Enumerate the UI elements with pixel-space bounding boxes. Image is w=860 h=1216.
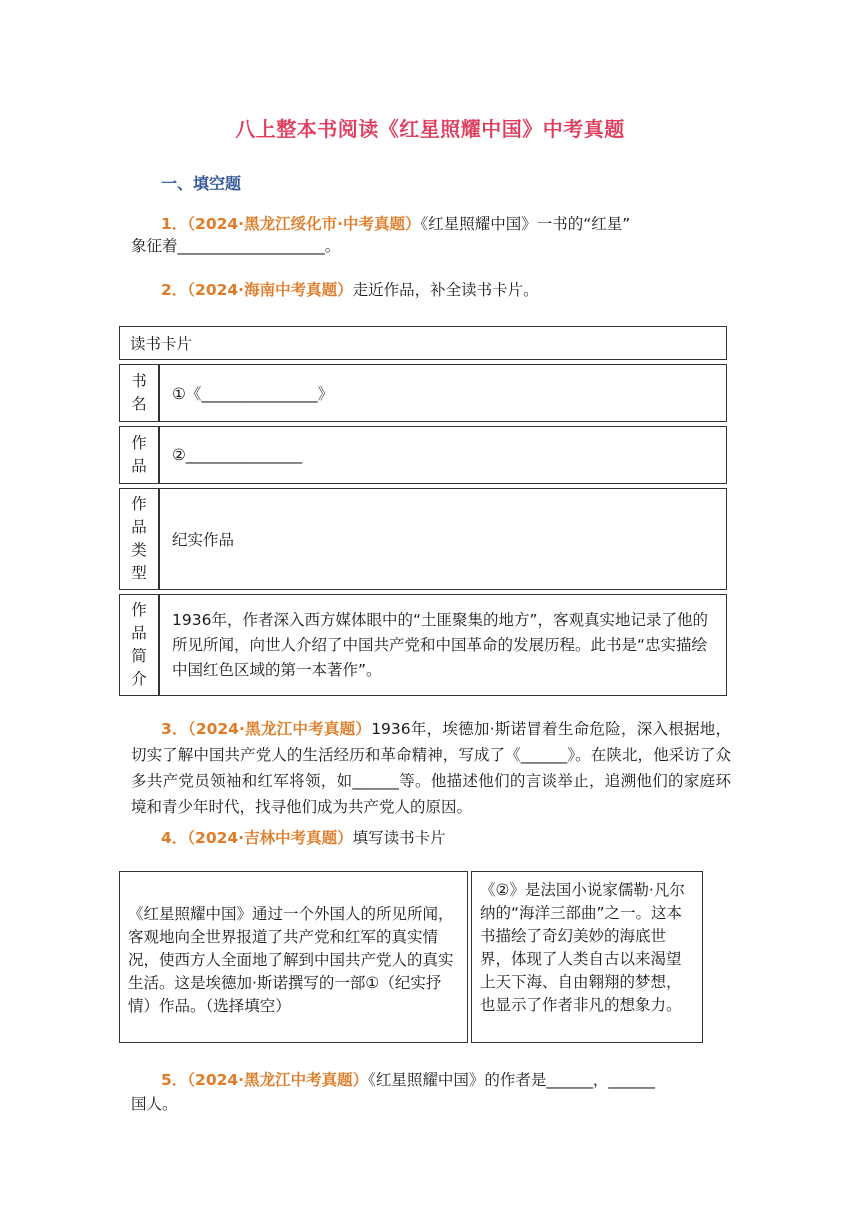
q1-number: 1． — [161, 215, 188, 233]
left-reading-card: 《红星照耀中国》通过一个外国人的所见所闻，客观地向全世界报道了共产党和红军的真实情况，使西方人全面地了解到中国共产党人的真实生活。这是埃德加·斯诺撰写的一部①（纪实抒情）作品。（选择填空） — [119, 871, 468, 1043]
question-2 — [131, 279, 731, 301]
q2-text: 走近作品，补全读书卡片。 — [352, 281, 539, 299]
question-5 — [131, 1068, 731, 1116]
reading-card-table — [119, 322, 727, 700]
q1-text: 《红星照耀中国》一书的“红星” — [420, 215, 631, 233]
q5-number: 5． — [161, 1071, 188, 1089]
section-heading: 一、填空题 — [161, 174, 242, 193]
card-label-type: 作 品 类 型 — [119, 488, 159, 590]
page-title: 八上整本书阅读《红星照耀中国》中考真题 — [235, 117, 625, 141]
card-value-type: 纪实作品 — [159, 488, 727, 590]
q5-text: 《红星照耀中国》的作者是______，______ — [368, 1071, 655, 1089]
q2-number: 2． — [161, 281, 188, 299]
q5-source: （2024·黑龙江中考真题） — [187, 1071, 369, 1089]
question-1 — [131, 213, 731, 257]
question-3 — [131, 716, 731, 820]
q4-number: 4． — [161, 829, 188, 847]
q1-text-cont: 象征着___________________。 — [131, 237, 341, 255]
q4-source: （2024·吉林中考真题） — [187, 829, 353, 847]
question-4 — [131, 827, 731, 849]
q3-text: 1936年，埃德加·斯诺冒着生命危险，深入根据地，切实了解中国共产党人的生活经历和革命精神，写成了《______》。在陕北，他采访了众多共产党员领袖和红军将领，如______等。他描述他们的言谈举止，追溯他们的家庭环境和青少年时代，找寻他们成为共产党人的原因。 — [131, 720, 732, 816]
card-header: 读书卡片 — [119, 326, 727, 360]
q4-text: 填写读书卡片 — [352, 829, 446, 847]
q5-text-cont: 国人。 — [131, 1095, 178, 1113]
q2-source: （2024·海南中考真题） — [187, 281, 353, 299]
q3-source: （2024·黑龙江中考真题） — [187, 720, 372, 738]
q3-number: 3． — [161, 720, 188, 738]
card-label-work: 作 品 — [119, 426, 159, 484]
card-value-title: ①《_______________》 — [159, 364, 727, 422]
card-label-intro: 作 品 简 介 — [119, 594, 159, 696]
card-value-intro: 1936年，作者深入西方媒体眼中的“土匪聚集的地方”，客观真实地记录了他的所见所闻，向世人介绍了中国共产党和中国革命的发展历程。此书是“忠实描绘中国红色区域的第一本著作”。 — [159, 594, 727, 696]
card-value-work: ②_______________ — [159, 426, 727, 484]
q1-source: （2024·黑龙江绥化市·中考真题） — [187, 215, 421, 233]
right-reading-card: 《②》是法国小说家儒勒·凡尔纳的“海洋三部曲”之一。这本书描绘了奇幻美妙的海底世界，体现了人类自古以来渴望上天下海、自由翱翔的梦想，也显示了作者非凡的想象力。 — [471, 871, 703, 1043]
card-label-title: 书 名 — [119, 364, 159, 422]
